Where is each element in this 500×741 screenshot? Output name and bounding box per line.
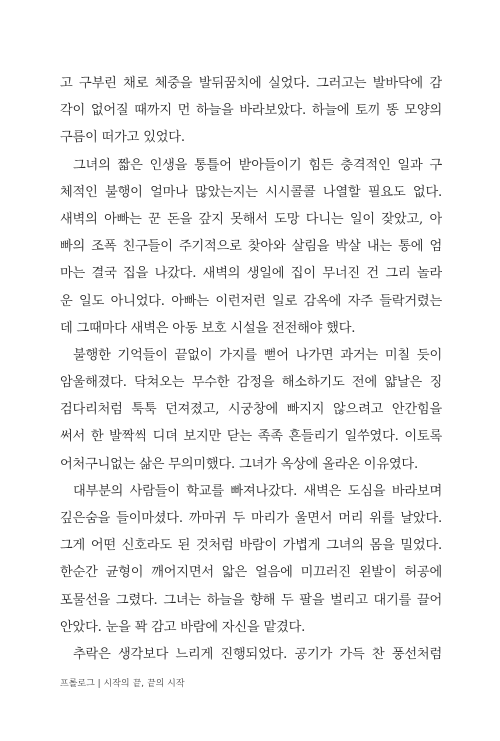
text-line: 써서 한 발짝씩 디뎌 보지만 닫는 족족 흔들리기 일쑤였다. 이토록 [60, 429, 442, 445]
text-line: 새벽의 아빠는 꾼 돈을 갚지 못해서 도망 다니는 일이 잦았고, 아 [60, 211, 442, 227]
text-line: 각이 없어질 때까지 먼 하늘을 바라보았다. 하늘에 토끼 똥 모양의 [60, 103, 442, 119]
text-line: 한순간 균형이 깨어지면서 앏은 얼음에 미끄러진 왼발이 허공에 [60, 565, 442, 581]
text-line: 어처구니없는 삶은 무의미했다. 그녀가 옥상에 올라온 이유였다. [60, 456, 418, 472]
text-line: 깊은숨을 들이마셨다. 까마귀 두 마리가 울면서 머리 위를 날았다. [60, 511, 442, 526]
text-line: 데 그때마다 새벽은 아동 보호 시설을 전전해야 했다. [60, 320, 356, 336]
text-line: 고 구부린 채로 체중을 발뒤꿈치에 실었다. 그러고는 발바닥에 감 [60, 76, 442, 91]
text-line: 안았다. 눈을 꽉 감고 바람에 자신을 맡겼다. [60, 619, 306, 635]
body-text [60, 70, 442, 668]
text-line: 암울해졌다. 닥쳐오는 무수한 감정을 해소하기도 전에 얇날은 징 [60, 375, 442, 391]
text-line: 구름이 떠가고 있었다. [60, 130, 185, 146]
text-line: 마는 결국 집을 나갔다. 새벽의 생일에 집이 무너진 건 그리 놀라 [60, 266, 442, 282]
running-footer: 프롤로그 | 시작의 끝, 끝의 시작 [60, 679, 185, 689]
text-line: 대부분의 사람들이 학교를 빠져나갔다. 새벽은 도심을 바라보며 [73, 483, 442, 499]
text-line: 빠의 조폭 친구들이 주기적으로 찾아와 살림을 박살 내는 통에 엄 [60, 239, 442, 255]
text-line: 그게 어떤 신호라도 된 것처럼 바람이 가볍게 그녀의 몸을 밀었다. [60, 538, 442, 554]
text-line: 그녀의 짧은 인생을 통틀어 받아들이기 힘든 충격적인 일과 구 [73, 157, 442, 173]
text-line: 체적인 불행이 얼마나 많았는지는 시시콜콜 나열할 필요도 없다. [60, 184, 442, 200]
text-line: 검다리처럼 툭툭 던져졌고, 시궁창에 빠지지 않으려고 안간힘을 [60, 402, 442, 418]
text-line: 불행한 기억들이 끝없이 가지를 뻗어 나가면 과거는 미칠 듯이 [73, 347, 442, 363]
text-line: 운 일도 아니었다. 아빠는 이런저런 일로 감옥에 자주 들락거렸는 [60, 293, 442, 309]
text-line: 포물선을 그렸다. 그녀는 하늘을 향해 두 팔을 벌리고 대기를 끌어 [60, 592, 442, 608]
text-line: 추락은 생각보다 느리게 진행되었다. 공기가 가득 찬 풍선처럼 [73, 646, 442, 662]
